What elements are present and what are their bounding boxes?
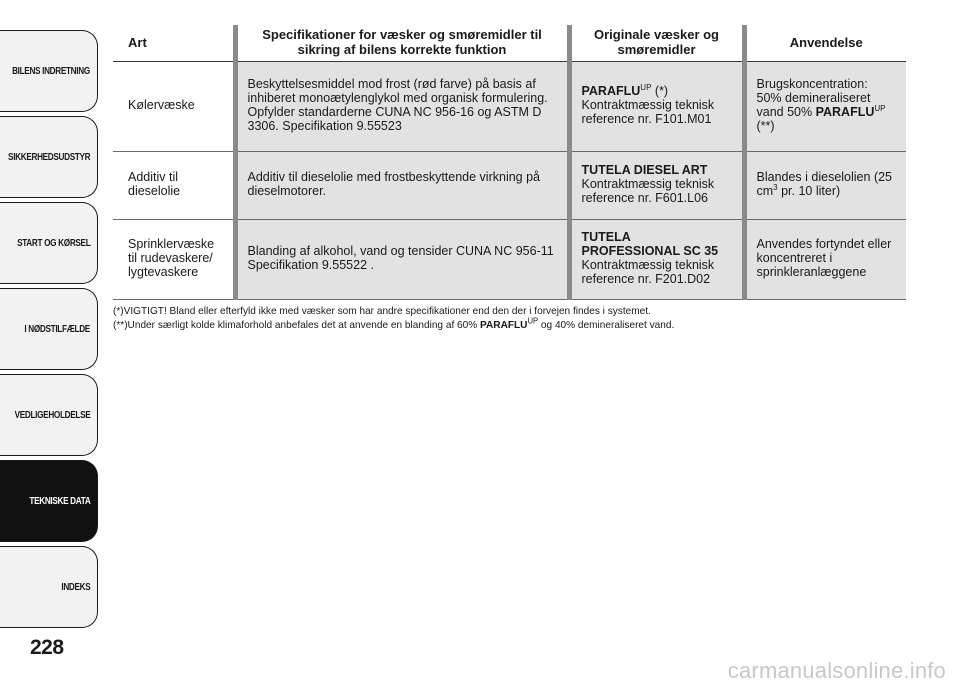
page-number: 228 — [30, 636, 64, 659]
chapter-tab-start-og-korsel[interactable] — [0, 202, 98, 284]
header-usage: Anvendelse — [744, 25, 906, 62]
product-superscript: UP — [640, 82, 652, 92]
footnote-2-text: (**)Under særligt kolde klimaforhold anbefales det at anvende en blanding af 60% — [113, 319, 478, 331]
product-name: PARAFLU — [581, 84, 641, 98]
usage-footnote: (**) — [756, 119, 775, 133]
footnote-2-product: PARAFLU — [480, 319, 528, 331]
chapter-tab-i-nodstilfaelde[interactable] — [0, 288, 98, 370]
footnote-2 — [113, 318, 874, 332]
product-reference: Kontraktmæssig teknisk reference nr. F201.D02 — [581, 258, 715, 286]
chapter-tab-bilens-indretning[interactable] — [0, 30, 98, 112]
footnote-marker: (*) — [654, 84, 669, 98]
table-row — [113, 62, 906, 152]
table-header-row — [113, 25, 906, 62]
cell-art: Sprinklervæske til rudevaskere/ lygtevaskere — [113, 220, 235, 300]
fluids-section — [113, 25, 906, 332]
table-row — [113, 220, 906, 300]
cell-usage: Anvendes fortyndet eller koncentreret i sprinkleranlæggene — [744, 220, 906, 300]
chapter-sidebar — [0, 0, 100, 686]
cell-original — [569, 220, 744, 300]
chapter-tab-sikkerhedsudstyr[interactable] — [0, 116, 98, 198]
fluids-table — [113, 25, 906, 300]
cell-usage — [744, 62, 906, 152]
cell-art: Kølervæske — [113, 62, 235, 152]
product-name: TUTELA PROFESSIONAL SC 35 — [581, 230, 719, 258]
product-reference: Kontraktmæssig teknisk reference nr. F101.M01 — [581, 98, 715, 126]
footnote-2-superscript: UP — [527, 316, 539, 326]
chapter-tab-label: I NØDSTILFÆLDE — [24, 323, 90, 335]
chapter-tab-vedligeholdelse[interactable] — [0, 374, 98, 456]
usage-text: Blandes i dieselolien (25 cm — [756, 170, 893, 198]
chapter-tab-label: VEDLIGEHOLDELSE — [14, 409, 90, 421]
table-row — [113, 152, 906, 220]
footnote-1: (*)VIGTIGT! Bland eller efterfyld ikke med væsker som har andre specifikationer end den der i forvejen findes i systemet. — [113, 305, 651, 317]
cell-spec: Additiv til dieselolie med frostbeskyttende virkning på dieselmotorer. — [235, 152, 569, 220]
usage-product: PARAFLU — [815, 105, 875, 119]
cell-spec: Blanding af alkohol, vand og tensider CUNA NC 956-11 Specifikation 9.55522 . — [235, 220, 569, 300]
chapter-tab-label: BILENS INDRETNING — [12, 65, 90, 77]
product-name: TUTELA DIESEL ART — [581, 163, 708, 177]
usage-superscript: UP — [874, 103, 886, 113]
usage-text-end: pr. 10 liter) — [781, 184, 841, 198]
header-art: Art — [113, 25, 235, 62]
chapter-tab-label: START OG KØRSEL — [16, 237, 90, 249]
usage-superscript: 3 — [773, 182, 778, 192]
cell-original — [569, 62, 744, 152]
cell-spec: Beskyttelsesmiddel mod frost (rød farve) på basis af inhiberet monoætylenglykol med organisk formulering. Opfylder standarderne CUNA NC 956-16 og ASTM D 3306. Specifikation 9.55523 — [235, 62, 569, 152]
footnotes — [113, 304, 906, 332]
usage-text: Brugskoncentration: 50% demineraliseret vand 50% — [756, 77, 871, 119]
chapter-tab-label: TEKNISKE DATA — [28, 495, 90, 507]
watermark: carmanualsonline.info — [727, 658, 946, 683]
cell-original — [569, 152, 744, 220]
header-spec: Specifikationer for væsker og smøremidler til sikring af bilens korrekte funktion — [235, 25, 569, 62]
cell-usage — [744, 152, 906, 220]
chapter-tab-label: SIKKERHEDSUDSTYR — [7, 151, 90, 163]
chapter-tab-tekniske-data[interactable] — [0, 460, 98, 542]
product-reference: Kontraktmæssig teknisk reference nr. F601.L06 — [581, 177, 715, 205]
chapter-tab-indeks[interactable] — [0, 546, 98, 628]
footnote-2-text-end: og 40% demineraliseret vand. — [540, 319, 675, 331]
cell-art: Additiv til dieselolie — [113, 152, 235, 220]
header-original: Originale væsker og smøremidler — [569, 25, 744, 62]
chapter-tab-label: INDEKS — [60, 581, 90, 593]
